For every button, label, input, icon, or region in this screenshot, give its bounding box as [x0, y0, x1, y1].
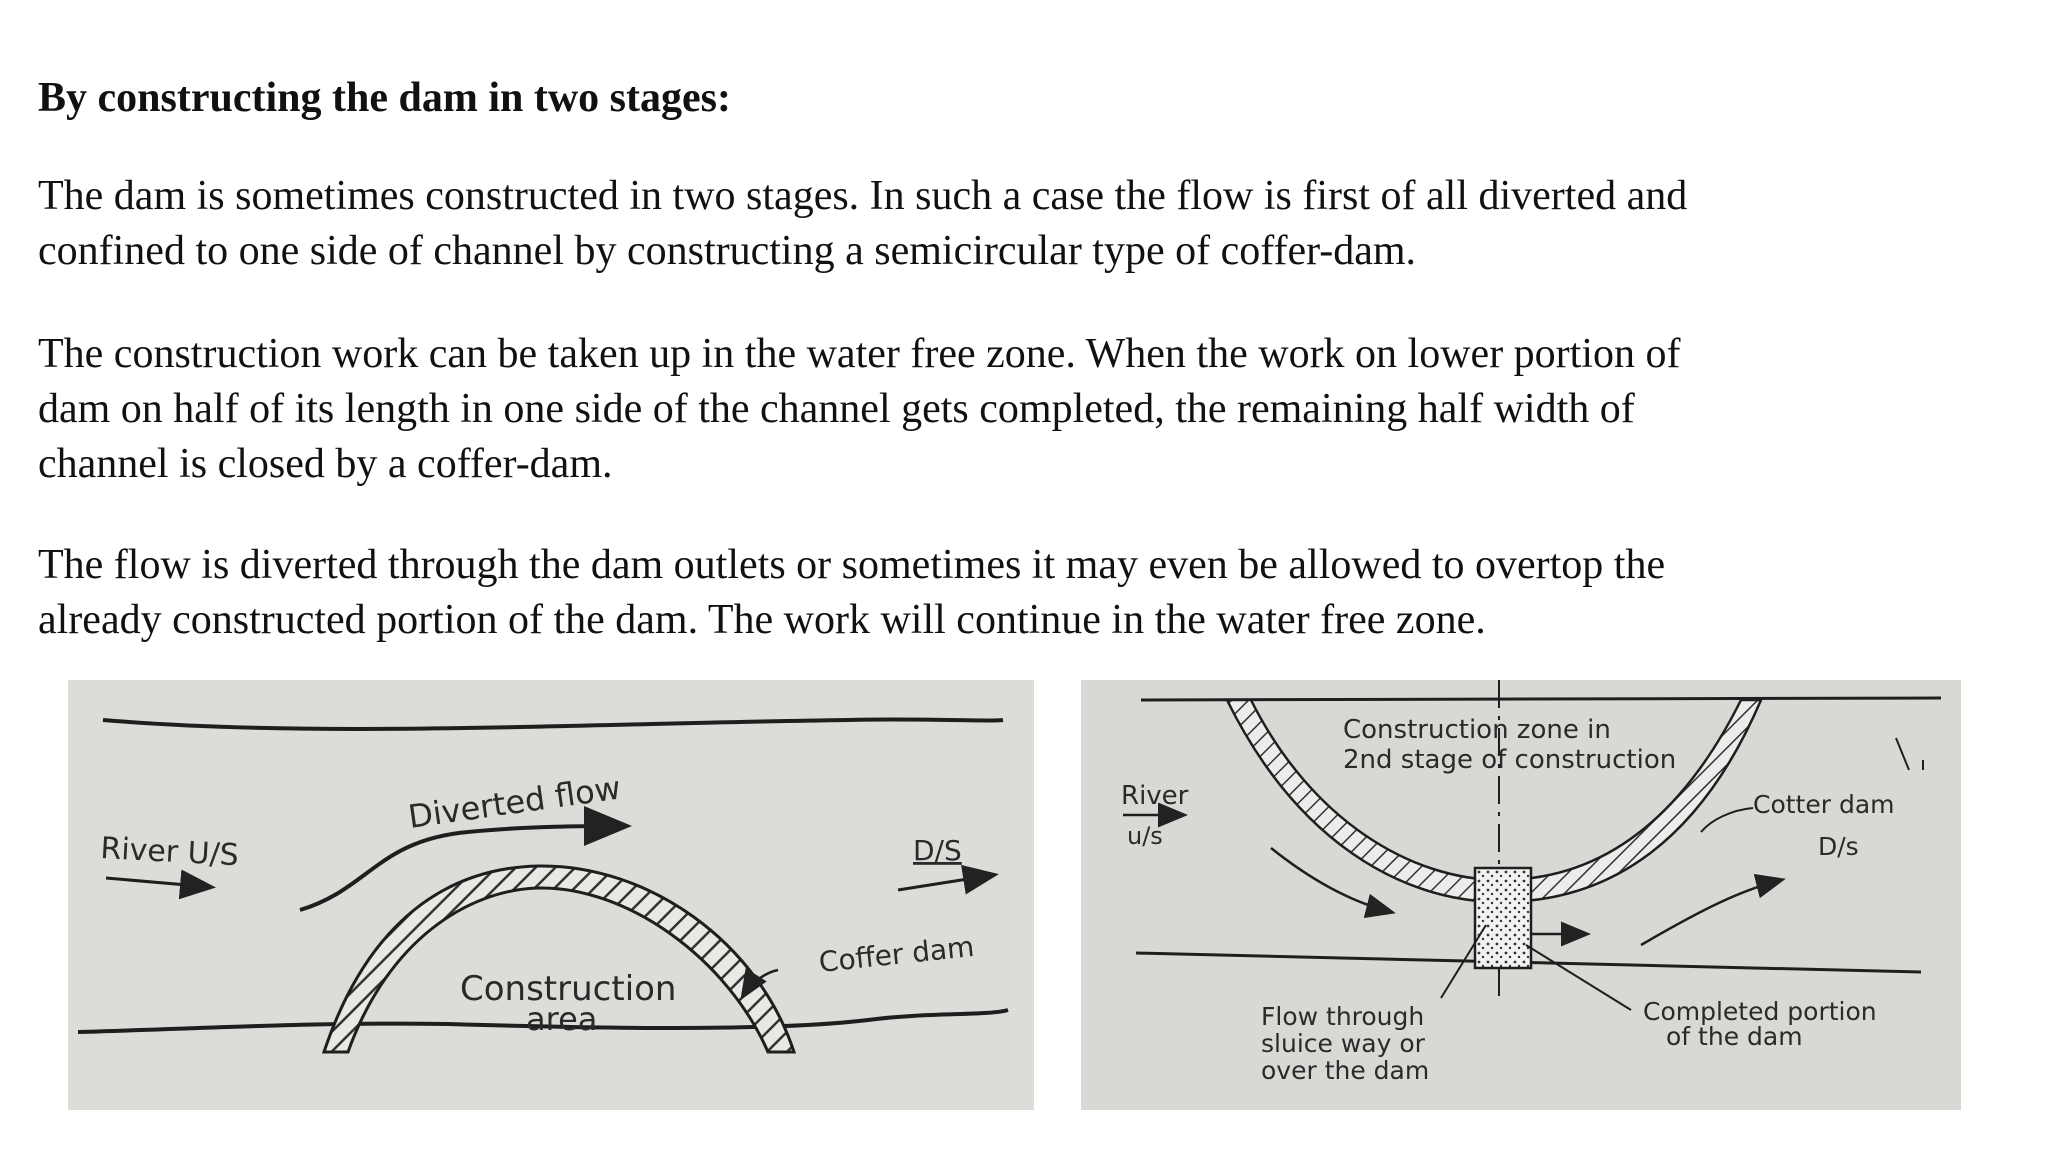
page-heading: By constructing the dam in two stages:: [38, 75, 731, 121]
label-completed-line-1: Completed portion: [1643, 997, 1877, 1026]
figure-coffer-dam-stage-one: [68, 680, 1034, 1110]
completed-leader: [1526, 945, 1631, 1010]
river-us-arrow: [106, 878, 210, 887]
paragraph-line: confined to one side of channel by constructing a semicircular type of coffer-dam.: [38, 228, 1417, 274]
label-completed-line-2: of the dam: [1666, 1022, 1803, 1051]
paragraph-3: [38, 538, 1978, 648]
label-ds: D/s: [1818, 832, 1859, 861]
paragraph-line: The construction work can be taken up in the water free zone. When the work on lower portion of: [38, 331, 1681, 377]
figure-coffer-dam-stage-two: [1081, 680, 1961, 1110]
ds-arrow: [898, 875, 993, 890]
paragraph-line: dam on half of its length in one side of the channel gets completed, the remaining half width of: [38, 386, 1635, 432]
figure-2-drawing: [1081, 680, 1961, 1110]
paragraph-2: [38, 327, 1978, 492]
label-coffer-dam: Cotter dam: [1753, 790, 1895, 819]
label-flow-line-2: sluice way or: [1261, 1029, 1425, 1058]
river-bank-top: [103, 719, 1003, 729]
paragraph-line: The flow is diverted through the dam outlets or sometimes it may even be allowed to overtop the: [38, 542, 1666, 588]
paragraph-1: [38, 169, 1978, 279]
label-area: area: [526, 1000, 598, 1038]
label-flow-line-3: over the dam: [1261, 1056, 1430, 1085]
river-bank-top: [1141, 698, 1941, 700]
paragraph-line: already constructed portion of the dam. The work will continue in the water free zone.: [38, 597, 1486, 643]
label-zone-line-1: Construction zone in: [1343, 715, 1611, 745]
label-us: u/s: [1127, 822, 1163, 850]
label-diverted-flow: Diverted flow: [405, 768, 623, 836]
label-ds: D/S: [913, 834, 962, 867]
completed-dam-block: [1475, 868, 1531, 968]
label-zone-line-2: 2nd stage of construction: [1343, 745, 1677, 775]
figure-1-drawing: [68, 680, 1034, 1110]
top-right-mark: [1896, 738, 1923, 770]
flow-arrow-right: [1641, 880, 1781, 945]
coffer-dam-leader: [1701, 808, 1753, 832]
label-construction: Construction: [460, 969, 677, 1009]
label-flow-line-1: Flow through: [1261, 1002, 1425, 1031]
label-river: River: [1121, 781, 1189, 811]
label-coffer-dam: Coffer dam: [817, 929, 976, 979]
paragraph-line: channel is closed by a coffer-dam.: [38, 441, 613, 487]
label-river-us: River U/S: [99, 831, 240, 874]
paragraph-line: The dam is sometimes constructed in two stages. In such a case the flow is first of all diverted and: [38, 173, 1688, 219]
